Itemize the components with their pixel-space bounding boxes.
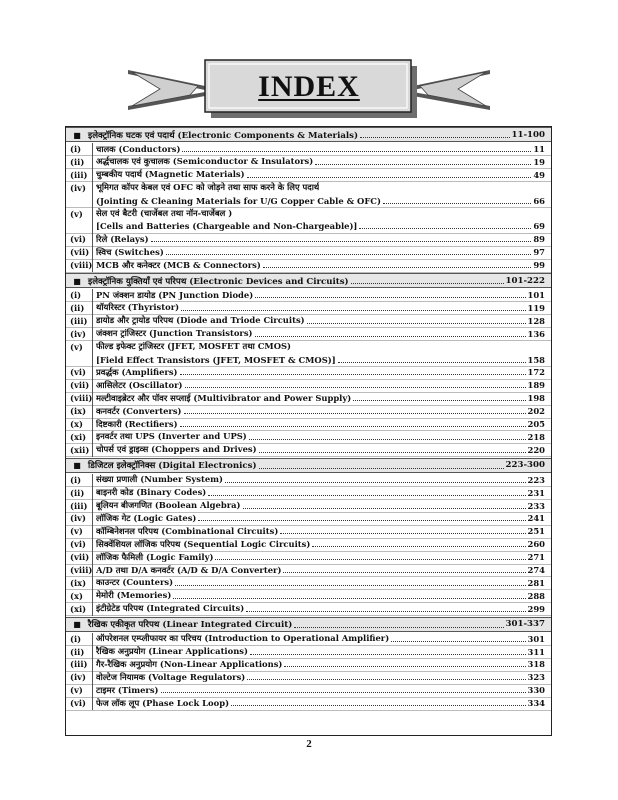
entry-page: 299 bbox=[527, 603, 545, 614]
entry-page: 101 bbox=[527, 290, 545, 300]
entry-number: (x) bbox=[70, 590, 83, 601]
index-entry bbox=[66, 405, 551, 417]
dot-leader bbox=[180, 374, 526, 375]
section-header bbox=[66, 617, 551, 632]
section-title: इलेक्ट्रॉनिक घटक एवं पदार्थ (Electronic Components & Materials) bbox=[88, 130, 359, 141]
entry-page: 271 bbox=[527, 552, 545, 563]
entry-page: 231 bbox=[527, 487, 545, 498]
dot-leader bbox=[185, 387, 526, 388]
dot-leader bbox=[231, 705, 525, 706]
entry-page: 49 bbox=[533, 169, 545, 180]
entry-title: चोपर्स एवं ड्राइव्स (Choppers and Drives) bbox=[96, 444, 257, 455]
section-page-range: 11-100 bbox=[511, 129, 545, 140]
entry-page: 251 bbox=[527, 526, 545, 537]
entry-page: 202 bbox=[527, 406, 545, 417]
index-entry bbox=[66, 551, 551, 563]
entry-number: (ix) bbox=[70, 406, 87, 417]
entry-number: (v) bbox=[70, 341, 83, 352]
entry-number: (viii) bbox=[70, 565, 93, 575]
index-entry bbox=[66, 697, 551, 709]
entry-number: (v) bbox=[70, 208, 83, 219]
entry-title: रैखिक अनुप्रयोग (Linear Applications) bbox=[96, 646, 248, 656]
entry-title: A/D तथा D/A कनवर्टर (A/D & D/A Converter) bbox=[96, 564, 282, 575]
index-entry bbox=[66, 444, 551, 456]
section-header bbox=[66, 458, 551, 473]
entry-page: 223 bbox=[527, 474, 545, 485]
entry-number: (ii) bbox=[70, 156, 85, 167]
entry-page: 260 bbox=[527, 539, 545, 550]
entry-page: 220 bbox=[527, 444, 545, 455]
number-column-divider bbox=[92, 633, 93, 710]
entry-page: 119 bbox=[527, 302, 545, 313]
entry-page: 274 bbox=[527, 565, 545, 575]
entry-title: ऑपरेशनल एम्प्लीफायर का परिचय (Introduction to Operational Amplifier) bbox=[96, 633, 390, 644]
index-entry bbox=[66, 487, 551, 499]
section-page-range: 301-337 bbox=[505, 619, 545, 630]
dot-leader bbox=[247, 679, 525, 680]
entry-number: (viii) bbox=[70, 260, 93, 271]
index-entry bbox=[66, 366, 551, 378]
dot-leader bbox=[259, 468, 504, 469]
entry-number: (ii) bbox=[70, 487, 85, 498]
entry-number: (vi) bbox=[70, 234, 86, 245]
dot-leader bbox=[184, 413, 526, 414]
index-entry bbox=[66, 259, 551, 271]
entry-number: (i) bbox=[70, 290, 82, 300]
entry-page: 66 bbox=[533, 195, 545, 206]
entry-title: चुम्बकीय पदार्थ (Magnetic Materials) bbox=[96, 169, 245, 180]
entry-title: टाइमर (Timers) bbox=[96, 684, 159, 695]
index-entry bbox=[66, 233, 551, 245]
entry-number: (i) bbox=[70, 144, 82, 154]
entry-page: 198 bbox=[527, 393, 545, 404]
index-entry bbox=[66, 603, 551, 615]
index-entry-continuation bbox=[66, 220, 551, 232]
entry-title: स्विच (Switches) bbox=[96, 246, 164, 257]
index-entry bbox=[66, 328, 551, 340]
index-entry bbox=[66, 525, 551, 537]
dot-leader bbox=[359, 228, 531, 229]
dot-leader bbox=[166, 254, 532, 255]
entry-number: (iii) bbox=[70, 169, 88, 180]
entry-title: दिष्टकारी (Rectifiers) bbox=[96, 418, 178, 429]
entry-title: इनवर्टर तथा UPS (Inverter and UPS) bbox=[96, 431, 247, 442]
entry-page: 241 bbox=[527, 513, 545, 524]
index-entry bbox=[66, 143, 551, 155]
dot-leader bbox=[225, 482, 526, 483]
dot-leader bbox=[215, 559, 525, 560]
entry-number: (xii) bbox=[70, 444, 90, 455]
entry-number: (ii) bbox=[70, 302, 85, 313]
section-bullet: ■ bbox=[73, 619, 81, 630]
entry-title: लॉजिक गेट (Logic Gates) bbox=[96, 512, 197, 523]
index-banner bbox=[0, 0, 618, 130]
entry-number: (iii) bbox=[70, 500, 88, 511]
entry-number: (xi) bbox=[70, 431, 87, 442]
entry-number: (vii) bbox=[70, 552, 90, 563]
index-entry-continuation bbox=[66, 354, 551, 366]
entry-title: बाइनरी कोड (Binary Codes) bbox=[96, 487, 207, 498]
dot-leader bbox=[173, 598, 525, 599]
entry-title: संख्या प्रणाली (Number System) bbox=[96, 474, 223, 485]
dot-leader bbox=[284, 666, 525, 667]
index-entry bbox=[66, 658, 551, 670]
entry-page: 301 bbox=[527, 633, 545, 644]
entry-page: 233 bbox=[527, 500, 545, 511]
section-page-range: 223-300 bbox=[505, 460, 545, 471]
entry-title: रिले (Relays) bbox=[96, 233, 149, 244]
index-entry bbox=[66, 246, 551, 258]
dot-leader bbox=[351, 283, 504, 284]
entry-title: डायोड और ट्रायोड परिपथ (Diode and Triode Circuits) bbox=[96, 315, 305, 326]
index-entry bbox=[66, 590, 551, 602]
entry-page: 89 bbox=[533, 234, 545, 245]
entry-title: आसिलेटर (Oscillator) bbox=[96, 379, 183, 390]
index-entry bbox=[66, 208, 551, 220]
page-number: 2 bbox=[306, 738, 312, 750]
dot-leader bbox=[315, 164, 531, 165]
section-bullet: ■ bbox=[73, 129, 81, 140]
dot-leader bbox=[255, 336, 526, 337]
row-divider bbox=[66, 710, 551, 711]
dot-leader bbox=[294, 627, 503, 628]
section-header bbox=[66, 127, 551, 142]
entry-title: कॉम्बिनेशनल परिपथ (Combinational Circuits) bbox=[96, 525, 279, 536]
entry-title: फील्ड इफेक्ट ट्रांजिस्टर (JFET, MOSFET तथा CMOS) bbox=[96, 341, 292, 352]
entry-title: इंटीग्रेटेड परिपथ (Integrated Circuits) bbox=[96, 603, 245, 614]
dot-leader bbox=[283, 572, 525, 573]
dot-leader bbox=[280, 533, 525, 534]
entry-number: (iv) bbox=[70, 182, 86, 193]
entry-title: काउन्टर (Counters) bbox=[96, 577, 174, 588]
section-page-range: 101-222 bbox=[505, 275, 545, 286]
index-entry bbox=[66, 169, 551, 181]
entry-page: 323 bbox=[527, 672, 545, 683]
dot-leader bbox=[338, 362, 526, 363]
entry-title: PN जंक्शन डायोड (PN Junction Diode) bbox=[96, 289, 254, 300]
entry-title-continued: [Field Effect Transistors (JFET, MOSFET & CMOS)] bbox=[96, 354, 336, 365]
number-column-divider bbox=[92, 474, 93, 616]
entry-title: वोल्टेज नियामक (Voltage Regulators) bbox=[96, 671, 246, 682]
dot-leader bbox=[180, 426, 526, 427]
index-entry bbox=[66, 564, 551, 576]
entry-page: 19 bbox=[533, 156, 545, 167]
entry-number: (viii) bbox=[70, 393, 93, 404]
entry-number: (ii) bbox=[70, 646, 85, 657]
entry-number: (i) bbox=[70, 633, 82, 644]
entry-title-continued: [Cells and Batteries (Chargeable and Non-Chargeable)] bbox=[96, 221, 358, 232]
index-entry bbox=[66, 684, 551, 696]
entry-page: 172 bbox=[527, 367, 545, 378]
dot-leader bbox=[255, 297, 525, 298]
entry-title: प्रवर्द्धक (Amplifiers) bbox=[96, 366, 178, 377]
entry-page: 311 bbox=[527, 646, 545, 657]
dot-leader bbox=[181, 310, 525, 311]
entry-title: भूमिगत कॉपर केबल एवं OFC को जोड़ने तथा साफ करने के लिए पदार्थ bbox=[96, 182, 320, 193]
index-entry bbox=[66, 289, 551, 301]
entry-title-continued: (Jointing & Cleaning Materials for U/G Copper Cable & OFC) bbox=[96, 195, 381, 206]
index-entry bbox=[66, 633, 551, 645]
number-column-divider bbox=[92, 289, 93, 457]
index-entry bbox=[66, 431, 551, 443]
dot-leader bbox=[259, 452, 526, 453]
entry-number: (vi) bbox=[70, 367, 86, 378]
entry-title: लॉजिक फैमिली (Logic Family) bbox=[96, 551, 214, 562]
section-bullet: ■ bbox=[73, 275, 81, 286]
section-title: रैखिक एकीकृत परिपथ (Linear Integrated Circuit) bbox=[88, 620, 293, 631]
entry-page: 281 bbox=[527, 577, 545, 588]
entry-title: चालक (Conductors) bbox=[96, 143, 181, 154]
entry-number: (ix) bbox=[70, 577, 87, 588]
section-bullet: ■ bbox=[73, 460, 81, 471]
entry-title: बूलियन बीजगणित (Boolean Algebra) bbox=[96, 500, 241, 510]
entry-number: (xi) bbox=[70, 603, 87, 614]
index-entry bbox=[66, 302, 551, 314]
entry-title: अर्द्धचालक एवं कुचालक (Semiconductor & Insulators) bbox=[96, 156, 314, 167]
index-entry bbox=[66, 646, 551, 658]
index-entry bbox=[66, 156, 551, 168]
banner-ribbon-graphic bbox=[0, 0, 618, 130]
entry-page: 158 bbox=[527, 354, 545, 365]
dot-leader bbox=[198, 520, 525, 521]
index-entry bbox=[66, 315, 551, 327]
entry-page: 330 bbox=[527, 685, 545, 696]
entry-title: कनवर्टर (Converters) bbox=[96, 405, 182, 416]
index-entry bbox=[66, 512, 551, 524]
entry-number: (i) bbox=[70, 474, 82, 485]
entry-page: 99 bbox=[533, 260, 545, 271]
index-entry-continuation bbox=[66, 195, 551, 207]
index-table bbox=[65, 126, 552, 736]
section-title: इलेक्ट्रॉनिक युक्तियाँ एवं परिपथ (Electronic Devices and Circuits) bbox=[88, 276, 349, 287]
dot-leader bbox=[208, 495, 525, 496]
index-entry bbox=[66, 671, 551, 683]
dot-leader bbox=[247, 177, 532, 178]
section-title: डिजिटल इलेक्ट्रॉनिक्स (Digital Electronics) bbox=[88, 461, 257, 472]
entry-number: (vii) bbox=[70, 380, 90, 391]
entry-number: (x) bbox=[70, 419, 83, 429]
dot-leader bbox=[243, 508, 526, 509]
index-entry bbox=[66, 392, 551, 404]
entry-title: थॉयरिस्टर (Thyristor) bbox=[96, 302, 180, 313]
entry-number: (vi) bbox=[70, 539, 86, 550]
entry-title: फेज लॉक लूप (Phase Lock Loop) bbox=[96, 697, 230, 708]
entry-page: 69 bbox=[533, 221, 545, 232]
dot-leader bbox=[391, 641, 525, 642]
dot-leader bbox=[312, 546, 525, 547]
index-entry bbox=[66, 341, 551, 353]
entry-page: 288 bbox=[527, 590, 545, 601]
index-entry bbox=[66, 577, 551, 589]
entry-number: (iv) bbox=[70, 328, 86, 339]
entry-number: (vii) bbox=[70, 247, 90, 258]
dot-leader bbox=[182, 151, 531, 152]
index-entry bbox=[66, 500, 551, 512]
index-entry bbox=[66, 418, 551, 430]
entry-title: मेमोरी (Memories) bbox=[96, 590, 172, 601]
entry-number: (vi) bbox=[70, 698, 86, 709]
entry-page: 136 bbox=[527, 328, 545, 339]
entry-page: 334 bbox=[527, 698, 545, 709]
dot-leader bbox=[383, 203, 531, 204]
entry-title: सेल एवं बैटरी (चार्जेबल तथा नॉन-चार्जेबल ) bbox=[96, 208, 233, 218]
index-entry bbox=[66, 379, 551, 391]
dot-leader bbox=[246, 611, 525, 612]
dot-leader bbox=[307, 323, 526, 324]
entry-number: (v) bbox=[70, 526, 83, 537]
number-column-divider bbox=[92, 143, 93, 272]
dot-leader bbox=[175, 585, 525, 586]
entry-title: जंक्शन ट्रांजिस्टर (Junction Transistors) bbox=[96, 328, 253, 339]
entry-title: MCB और कनेक्टर (MCB & Connectors) bbox=[96, 259, 261, 270]
dot-leader bbox=[263, 267, 532, 268]
entry-title: सिक्वेंशियल लॉजिक परिपथ (Sequential Logic Circuits) bbox=[96, 538, 311, 549]
entry-number: (v) bbox=[70, 685, 83, 696]
index-entry bbox=[66, 538, 551, 550]
entry-page: 128 bbox=[527, 315, 545, 326]
dot-leader bbox=[161, 692, 526, 693]
entry-title: मल्टीवाइब्रेटर और पॉवर सप्लाई (Multivibrator and Power Supply) bbox=[96, 392, 352, 403]
entry-page: 218 bbox=[527, 431, 545, 442]
dot-leader bbox=[250, 654, 526, 655]
dot-leader bbox=[360, 137, 509, 138]
entry-number: (iii) bbox=[70, 315, 88, 326]
entry-number: (iv) bbox=[70, 513, 86, 524]
dot-leader bbox=[151, 241, 532, 242]
section-header bbox=[66, 273, 551, 288]
dot-leader bbox=[249, 439, 526, 440]
entry-number: (iii) bbox=[70, 659, 88, 670]
entry-page: 205 bbox=[527, 419, 545, 429]
entry-title: गैर-रैखिक अनुप्रयोग (Non-Linear Applications) bbox=[96, 658, 283, 669]
entry-page: 189 bbox=[527, 380, 545, 391]
index-entry bbox=[66, 474, 551, 486]
entry-page: 318 bbox=[527, 659, 545, 670]
index-entry bbox=[66, 182, 551, 194]
entry-number: (iv) bbox=[70, 672, 86, 683]
dot-leader bbox=[353, 400, 525, 401]
page-title: INDEX bbox=[258, 70, 360, 103]
entry-page: 11 bbox=[533, 144, 545, 154]
entry-page: 97 bbox=[533, 247, 545, 258]
